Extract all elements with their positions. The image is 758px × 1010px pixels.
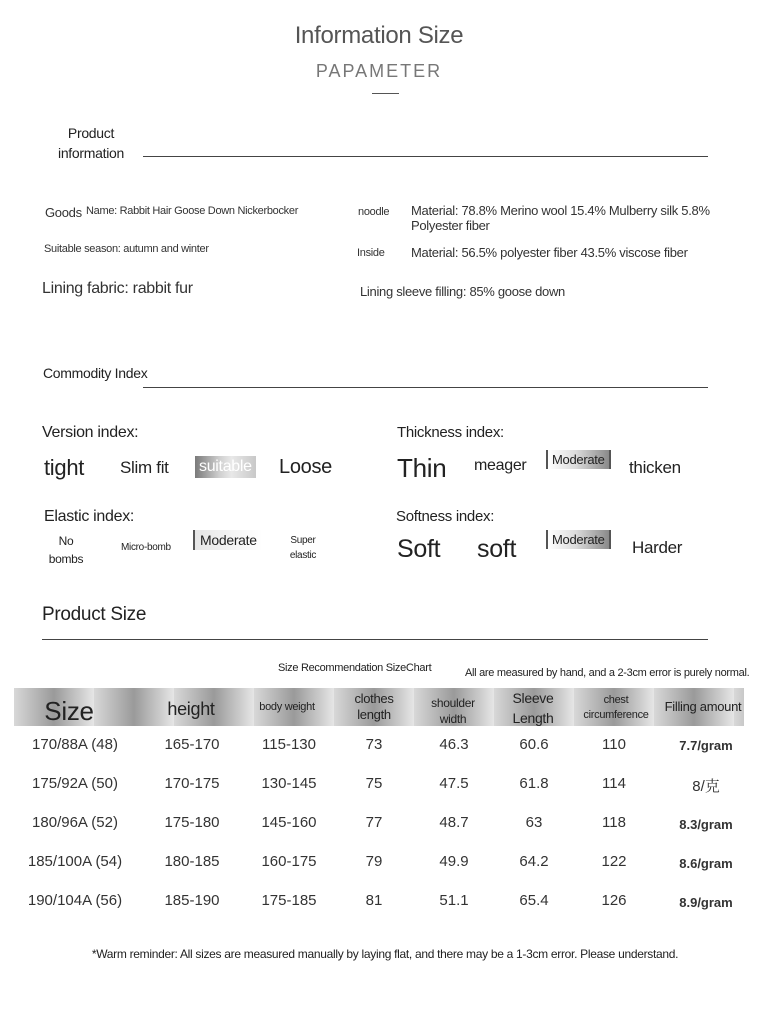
table-row <box>0 892 758 931</box>
thickness-option-thin: Thin <box>397 453 447 483</box>
col-chest-circumference <box>576 693 656 723</box>
cell-chest: 118 <box>602 814 626 831</box>
elastic-option-super-line2: elastic <box>289 550 317 561</box>
table-row <box>0 853 758 892</box>
cell-filling: 7.7/gram <box>679 738 733 753</box>
elastic-option-super-line1: Super <box>290 535 316 546</box>
section-divider <box>42 639 708 640</box>
col-clothes-length-line2: length <box>357 707 391 722</box>
col-body-weight: body weight <box>259 701 315 713</box>
noodle-label: noodle <box>358 206 390 218</box>
inside-material: Material: 56.5% polyester fiber 43.5% viscose fiber <box>411 245 688 260</box>
lining-sleeve-filling: Lining sleeve filling: 85% goose down <box>360 284 565 299</box>
cell-sleeve: 65.4 <box>519 892 549 909</box>
cell-weight: 145-160 <box>261 814 317 831</box>
version-option-tight: tight <box>44 455 85 480</box>
cell-filling: 8.9/gram <box>679 895 733 910</box>
col-chest-line2: circumference <box>583 709 649 721</box>
size-chart-caption: Size Recommendation SizeChart <box>278 662 432 674</box>
cell-length: 77 <box>365 814 383 831</box>
cell-sleeve: 63 <box>525 814 543 831</box>
cell-height: 170-175 <box>164 775 220 792</box>
cell-shoulder: 49.9 <box>439 853 469 870</box>
cell-length: 81 <box>365 892 383 909</box>
cell-size: 190/104A (56) <box>27 892 123 909</box>
cell-height: 180-185 <box>164 853 220 870</box>
cell-filling: 8/克 <box>692 778 720 795</box>
lining-fabric: Lining fabric: rabbit fur <box>42 280 193 297</box>
cell-shoulder: 46.3 <box>439 736 469 753</box>
cell-height: 165-170 <box>164 736 220 753</box>
thickness-option-meager: meager <box>474 457 527 474</box>
version-option-loose: Loose <box>279 456 332 478</box>
cell-height: 185-190 <box>164 892 220 909</box>
section-label-product-info-line2: information <box>58 145 124 161</box>
col-sleeve-length <box>498 688 568 728</box>
cell-chest: 110 <box>602 736 626 753</box>
softness-option-harder: Harder <box>632 538 683 557</box>
cell-shoulder: 47.5 <box>439 775 469 792</box>
softness-option-soft-1: Soft <box>397 535 441 563</box>
cell-weight: 160-175 <box>261 853 317 870</box>
cell-length: 75 <box>365 775 383 792</box>
thickness-option-moderate-selected: Moderate <box>546 450 611 469</box>
cell-sleeve: 61.8 <box>519 775 549 792</box>
cell-length: 79 <box>365 853 383 870</box>
col-height: height <box>167 699 215 719</box>
col-clothes-length-line1: clothes <box>354 691 394 706</box>
col-sleeve-length-line2: Length <box>512 710 554 726</box>
section-label-commodity-index: Commodity Index <box>43 365 148 381</box>
col-chest-line1: chest <box>603 694 629 706</box>
col-size: Size <box>44 696 94 726</box>
cell-filling: 8.3/gram <box>679 817 733 832</box>
softness-option-moderate-selected: Moderate <box>546 530 611 549</box>
thickness-option-thicken: thicken <box>629 458 681 477</box>
section-divider <box>143 156 708 157</box>
cell-size: 185/100A (54) <box>27 853 123 870</box>
cell-filling: 8.6/gram <box>679 856 733 871</box>
col-filling-amount: Filling amount <box>664 699 742 714</box>
noodle-material: Material: 78.8% Merino wool 15.4% Mulberry silk 5.8% Polyester fiber <box>411 203 710 233</box>
cell-height: 175-180 <box>164 814 220 831</box>
elastic-index-title: Elastic index: <box>44 508 135 525</box>
cell-weight: 130-145 <box>261 775 317 792</box>
cell-weight: 175-185 <box>261 892 317 909</box>
col-clothes-length <box>339 691 409 723</box>
col-shoulder-width <box>418 695 488 727</box>
col-sleeve-length-line1: Sleeve <box>512 690 554 706</box>
title-divider <box>372 93 399 94</box>
version-index-title: Version index: <box>42 424 139 441</box>
cell-shoulder: 51.1 <box>439 892 469 909</box>
table-row <box>0 775 758 814</box>
cell-shoulder: 48.7 <box>439 814 469 831</box>
cell-chest: 126 <box>601 892 627 909</box>
cell-size: 170/88A (48) <box>32 736 118 753</box>
goods-label: Goods <box>45 205 82 220</box>
cell-size: 180/96A (52) <box>32 814 118 831</box>
softness-index-title: Softness index: <box>396 508 495 525</box>
table-row <box>0 736 758 775</box>
cell-size: 175/92A (50) <box>32 775 118 792</box>
cell-weight: 115-130 <box>262 736 316 753</box>
warm-reminder: *Warm reminder: All sizes are measured manually by laying flat, and there may be a 1-3cm error. Please understand. <box>91 947 679 961</box>
measurement-note: All are measured by hand, and a 2-3cm error is purely normal. <box>465 667 750 679</box>
section-divider <box>143 387 708 388</box>
page-subtitle: PAPAMETER <box>315 61 443 81</box>
cell-length: 73 <box>365 736 383 753</box>
cell-sleeve: 60.6 <box>519 736 549 753</box>
section-label-product-size: Product Size <box>42 604 147 625</box>
version-option-suitable-selected: suitable <box>195 456 256 478</box>
thickness-index-title: Thickness index: <box>397 424 504 441</box>
elastic-option-no-bombs-line1: No <box>58 534 74 548</box>
col-shoulder-width-line1: shoulder <box>431 696 475 710</box>
col-shoulder-width-line2: width <box>439 712 467 726</box>
suitable-season: Suitable season: autumn and winter <box>44 243 209 255</box>
cell-chest: 122 <box>601 853 627 870</box>
elastic-option-super-elastic <box>283 533 323 563</box>
version-option-slim-fit: Slim fit <box>120 458 169 477</box>
size-table-header <box>14 688 744 726</box>
elastic-option-moderate-selected: Moderate <box>193 530 262 550</box>
page-title: Information Size <box>294 22 464 49</box>
elastic-option-no-bombs <box>44 532 88 568</box>
goods-name: Name: Rabbit Hair Goose Down Nickerbocker <box>86 205 299 217</box>
cell-sleeve: 64.2 <box>519 853 549 870</box>
section-label-product-info-line1: Product <box>67 125 115 141</box>
elastic-option-micro-bomb: Micro-bomb <box>121 542 171 553</box>
elastic-option-no-bombs-line2: bombs <box>48 552 84 566</box>
cell-chest: 114 <box>602 775 626 792</box>
table-row <box>0 814 758 853</box>
softness-option-soft-2: soft <box>477 535 517 563</box>
inside-label: Inside <box>357 247 385 259</box>
